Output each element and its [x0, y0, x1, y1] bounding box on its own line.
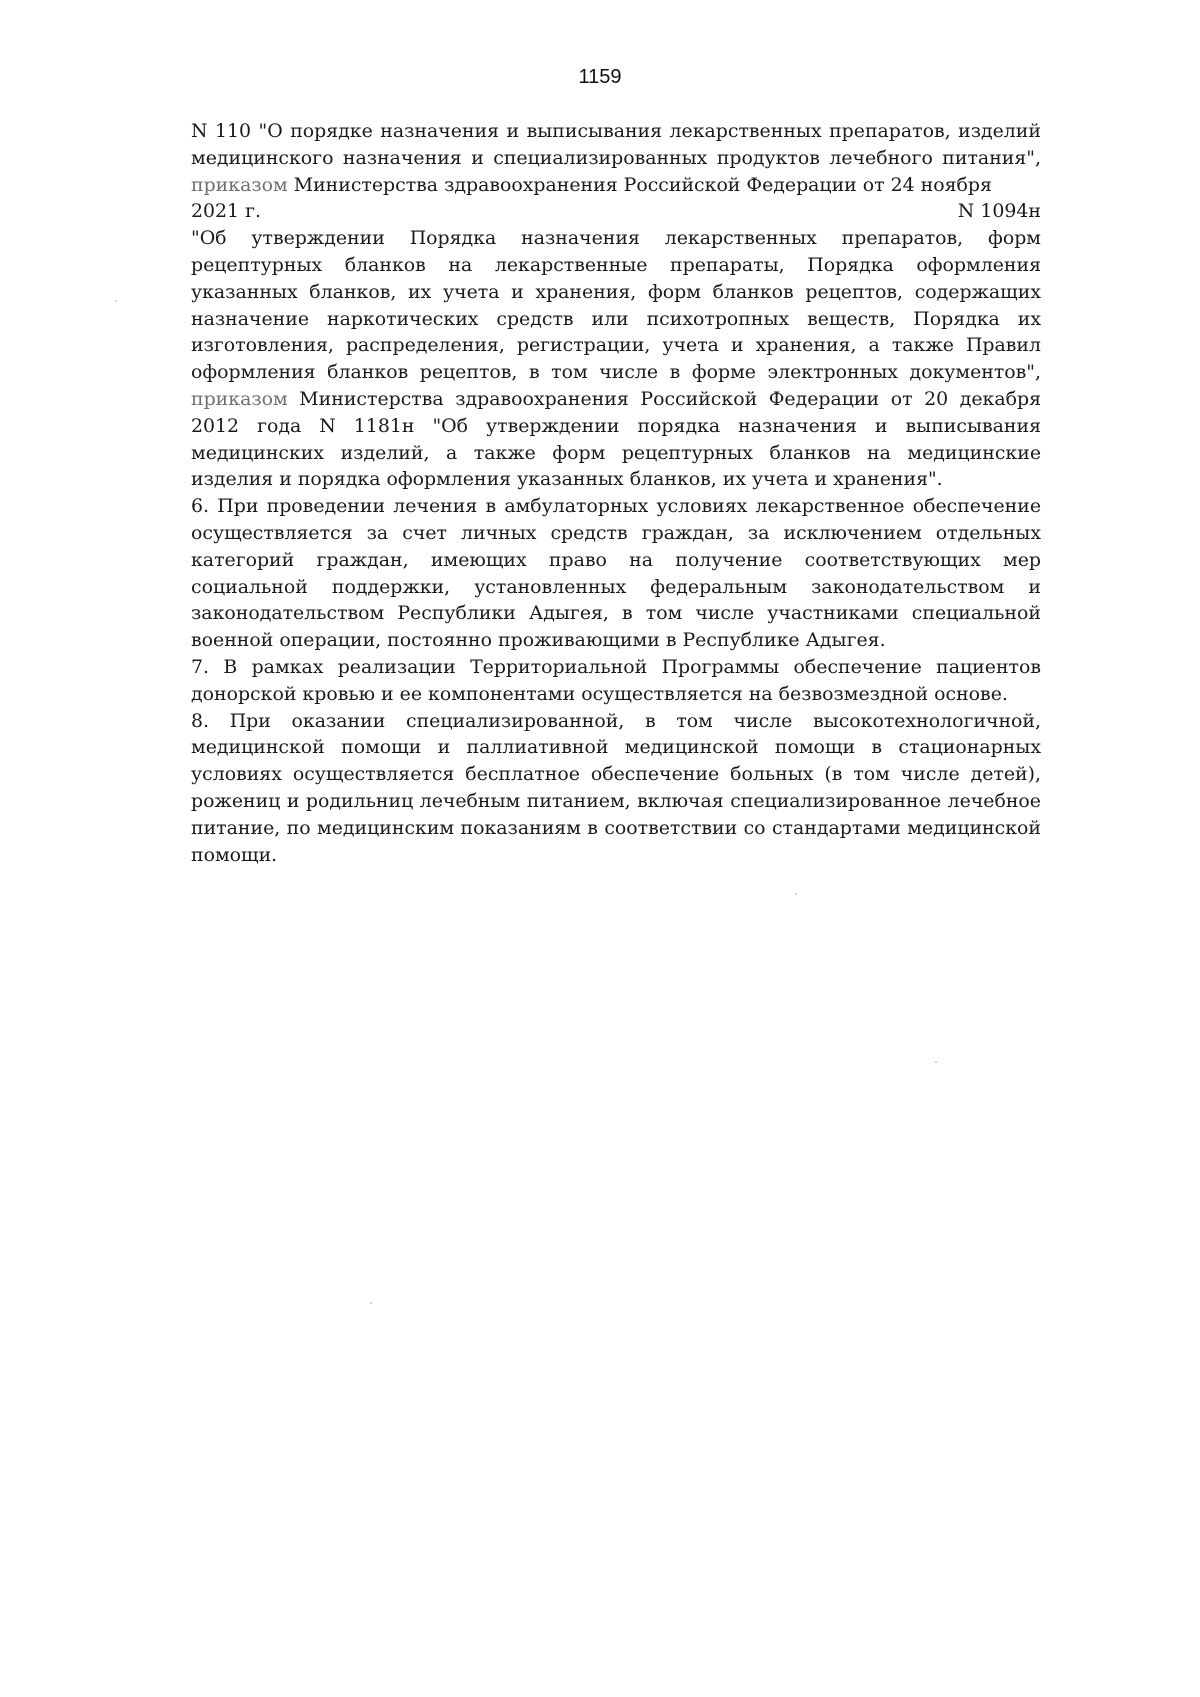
date-line — [191, 198, 1041, 225]
scan-speck — [115, 300, 117, 302]
scan-speck — [935, 1061, 937, 1063]
paragraph-text: Министерства здравоохранения Российской Федерации от 24 ноября — [287, 173, 992, 196]
scan-speck — [795, 893, 797, 895]
date-year: 2021 г. — [191, 200, 261, 223]
page-number: 1159 — [578, 66, 622, 88]
paragraph-8: 8. При оказании специализированной, в том числе высокотехнологичной, медицинской помощи и паллиативной медицинской помощи в стационарных условиях осуществляется бесплатное обеспечение больных (в том числе детей), рожениц и родильниц лечебным питанием, включая специализированное лечебное питание, по медицинским показаниям в соответствии со стандартами медицинской помощи. — [191, 709, 1041, 866]
scan-speck — [370, 1302, 372, 1304]
order-reference-link[interactable]: приказом — [191, 387, 288, 410]
paragraph-text: "Об утверждении Порядка назначения лекарственных препаратов, форм рецептурных бланков на лекарственные препараты, Порядка оформления указанных бланков, их учета и хранения, форм бланков рецептов, содержащих назначение наркотических средств или психотропных веществ, Порядка их изготовления, распределения, регистрации, учета и хранения, а также Правил оформления бланков рецептов, в том числе в форме электронных документов", — [191, 227, 1041, 384]
document-body — [191, 118, 1041, 868]
paragraph-text: N 110 "О порядке назначения и выписывания лекарственных препаратов, изделий медицинского назначения и специализированных продуктов лечебного питания", — [191, 120, 1041, 169]
paragraph-order-1094n — [191, 225, 1041, 493]
order-number: N 1094н — [957, 200, 1041, 223]
paragraph-6: 6. При проведении лечения в амбулаторных условиях лекарственное обеспечение осуществляется за счет личных средств граждан, за исключением отдельных категорий граждан, имеющих право на получение соответствующих мер социальной поддержки, установленных федеральным законодательством и законодательством Республики Адыгея, в том числе участниками специальной военной операции, постоянно проживающими в Республике Адыгея. — [191, 495, 1041, 652]
paragraph-text: Министерства здравоохранения Российской Федерации от 20 декабря 2012 года N 1181н "Об утверждении порядка назначения и выписывания медицинских изделий, а также форм рецептурных бланков на медицинские изделия и порядка оформления указанных бланков, их учета и хранения". — [191, 387, 1041, 491]
paragraph-order-110 — [191, 118, 1041, 198]
paragraph-7: 7. В рамках реализации Территориальной Программы обеспечение пациентов донорской кровью и ее компонентами осуществляется на безвозмездной основе. — [191, 655, 1041, 705]
order-reference-link[interactable]: приказом — [191, 173, 288, 196]
